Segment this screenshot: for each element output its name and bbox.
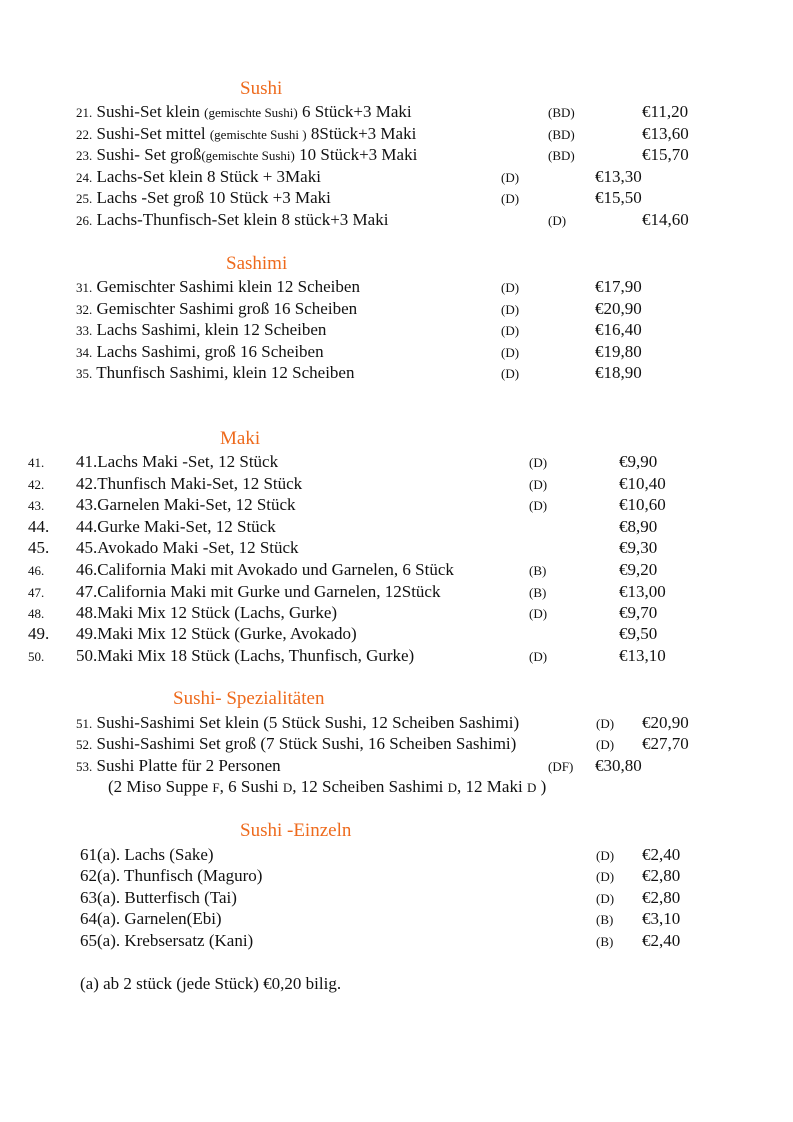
item-price: €10,60 bbox=[619, 495, 666, 514]
allergen-code: (D) bbox=[548, 213, 567, 228]
item-name: Sushi-Sashimi Set groß (7 Stück Sushi, 16 Scheiben Sashimi) bbox=[96, 734, 517, 753]
item-number: 31. bbox=[76, 280, 93, 295]
item-name: Gemischter Sashimi klein 12 Scheiben bbox=[96, 277, 360, 296]
allergen-code: (D) bbox=[501, 323, 520, 338]
allergen-code: (D) bbox=[501, 191, 520, 206]
item-name: 41.Lachs Maki -Set, 12 Stück bbox=[76, 452, 279, 471]
allergen-code: (D) bbox=[596, 869, 615, 884]
item-price: €15,50 bbox=[595, 188, 642, 207]
item-price: €2,80 bbox=[642, 888, 681, 907]
allergen-code: (BD) bbox=[548, 105, 575, 120]
item-rest: 6 Stück+3 Maki bbox=[297, 102, 412, 121]
item-price: €14,60 bbox=[642, 210, 689, 229]
item-name: 47.California Maki mit Gurke und Garnelen, 12Stück bbox=[76, 582, 441, 601]
item-number: 23. bbox=[76, 148, 93, 163]
allergen-code: (D) bbox=[501, 345, 520, 360]
item-price: €30,80 bbox=[595, 756, 642, 775]
item-number: 26. bbox=[76, 213, 93, 228]
allergen-code: (D) bbox=[501, 170, 520, 185]
item-name: Lachs Sashimi, klein 12 Scheiben bbox=[96, 320, 327, 339]
section-title-specials: Sushi- Spezialitäten bbox=[173, 688, 325, 709]
item-price: €13,60 bbox=[642, 124, 689, 143]
item-name: Sushi-Set klein bbox=[96, 102, 205, 121]
item-name: Sushi Platte für 2 Personen bbox=[96, 756, 281, 775]
item-name: 64(a). Garnelen(Ebi) bbox=[80, 909, 222, 928]
item-price: €27,70 bbox=[642, 734, 689, 753]
allergen-code: (D) bbox=[501, 366, 520, 381]
item-name: 65(a). Krebsersatz (Kani) bbox=[80, 931, 254, 950]
item-number: 44. bbox=[28, 517, 50, 536]
item-price: €13,30 bbox=[595, 167, 642, 186]
item-name: 46.California Maki mit Avokado und Garnelen, 6 Stück bbox=[76, 560, 454, 579]
item-price: €9,30 bbox=[619, 538, 658, 557]
item-price: €9,50 bbox=[619, 624, 658, 643]
item-name: Sushi-Sashimi Set klein (5 Stück Sushi, 12 Scheiben Sashimi) bbox=[96, 713, 520, 732]
item-number: 32. bbox=[76, 302, 93, 317]
item-number: 52. bbox=[76, 737, 93, 752]
item-name: 49.Maki Mix 12 Stück (Gurke, Avokado) bbox=[76, 624, 357, 643]
section-title-sashimi: Sashimi bbox=[226, 253, 288, 274]
allergen-code: (B) bbox=[596, 912, 614, 927]
item-name: 62(a). Thunfisch (Maguro) bbox=[80, 866, 263, 885]
section-title-maki: Maki bbox=[220, 428, 261, 449]
item-number: 21. bbox=[76, 105, 93, 120]
allergen-code: (D) bbox=[501, 280, 520, 295]
item-number: 22. bbox=[76, 127, 93, 142]
item-number: 33. bbox=[76, 323, 93, 338]
item-price: €15,70 bbox=[642, 145, 689, 164]
item-number: 46. bbox=[28, 563, 45, 578]
allergen-code: (BD) bbox=[548, 148, 575, 163]
item-number: 51. bbox=[76, 716, 93, 731]
item-price: €18,90 bbox=[595, 363, 642, 382]
item-price: €13,00 bbox=[619, 582, 666, 601]
item-name: Lachs Sashimi, groß 16 Scheiben bbox=[96, 342, 324, 361]
item-note: (gemischte Sushi ) bbox=[209, 127, 307, 142]
item-name: 45.Avokado Maki -Set, 12 Stück bbox=[76, 538, 299, 557]
allergen-code: (D) bbox=[529, 649, 548, 664]
item-price: €8,90 bbox=[619, 517, 658, 536]
item-price: €2,80 bbox=[642, 866, 681, 885]
item-price: €13,10 bbox=[619, 646, 666, 665]
item-price: €10,40 bbox=[619, 474, 666, 493]
allergen-code: (BD) bbox=[548, 127, 575, 142]
allergen-code: (B) bbox=[596, 934, 614, 949]
allergen-code: (DF) bbox=[548, 759, 574, 774]
item-number: 42. bbox=[28, 477, 45, 492]
allergen-code: (B) bbox=[529, 585, 547, 600]
item-number: 41. bbox=[28, 455, 45, 470]
item-name: Lachs-Thunfisch-Set klein 8 stück+3 Maki bbox=[96, 210, 389, 229]
allergen-code: (D) bbox=[501, 302, 520, 317]
item-name: 44.Gurke Maki-Set, 12 Stück bbox=[76, 517, 276, 536]
item-price: €17,90 bbox=[595, 277, 642, 296]
item-price: €20,90 bbox=[595, 299, 642, 318]
item-number: 50. bbox=[28, 649, 45, 664]
allergen-code: (D) bbox=[529, 606, 548, 621]
item-number: 47. bbox=[28, 585, 45, 600]
allergen-code: (D) bbox=[596, 848, 615, 863]
item-price: €9,20 bbox=[619, 560, 658, 579]
item-name: 50.Maki Mix 18 Stück (Lachs, Thunfisch, Gurke) bbox=[76, 646, 415, 665]
allergen-code: (D) bbox=[596, 716, 615, 731]
item-name: Gemischter Sashimi groß 16 Scheiben bbox=[96, 299, 358, 318]
section-title-sushi: Sushi bbox=[240, 78, 283, 99]
item-name: 48.Maki Mix 12 Stück (Lachs, Gurke) bbox=[76, 603, 338, 622]
item-price: €19,80 bbox=[595, 342, 642, 361]
item-name: Thunfisch Sashimi, klein 12 Scheiben bbox=[96, 363, 355, 382]
item-note: (gemischte Sushi) bbox=[204, 105, 298, 120]
item-price: €16,40 bbox=[595, 320, 642, 339]
item-number: 49. bbox=[28, 624, 50, 643]
item-number: 24. bbox=[76, 170, 93, 185]
item-name: Sushi-Set mittel bbox=[96, 124, 210, 143]
item-rest: 10 Stück+3 Maki bbox=[294, 145, 418, 164]
item-name: Lachs-Set klein 8 Stück + 3Maki bbox=[96, 167, 321, 186]
section-title-single: Sushi -Einzeln bbox=[240, 820, 352, 841]
item-price: €2,40 bbox=[642, 845, 681, 864]
allergen-code: (D) bbox=[596, 737, 615, 752]
item-name: 42.Thunfisch Maki-Set, 12 Stück bbox=[76, 474, 303, 493]
footnote: (a) ab 2 stück (jede Stück) €0,20 bilig. bbox=[80, 974, 342, 993]
platter-detail: (2 Miso Suppe F, 6 Sushi D, 12 Scheiben Sashimi D, 12 Maki D ) bbox=[108, 777, 547, 796]
allergen-code: (B) bbox=[529, 563, 547, 578]
allergen-code: (D) bbox=[596, 891, 615, 906]
item-rest: 8Stück+3 Maki bbox=[306, 124, 417, 143]
item-price: €9,70 bbox=[619, 603, 658, 622]
item-name: Lachs -Set groß 10 Stück +3 Maki bbox=[96, 188, 331, 207]
item-price: €20,90 bbox=[642, 713, 689, 732]
item-number: 53. bbox=[76, 759, 93, 774]
item-number: 35. bbox=[76, 366, 93, 381]
item-number: 34. bbox=[76, 345, 93, 360]
item-number: 48. bbox=[28, 606, 45, 621]
item-name: 63(a). Butterfisch (Tai) bbox=[80, 888, 237, 907]
item-number: 45. bbox=[28, 538, 50, 557]
item-price: €2,40 bbox=[642, 931, 681, 950]
allergen-code: (D) bbox=[529, 498, 548, 513]
allergen-code: (D) bbox=[529, 455, 548, 470]
item-name: Sushi- Set groß bbox=[96, 145, 202, 164]
item-number: 25. bbox=[76, 191, 93, 206]
item-price: €3,10 bbox=[642, 909, 681, 928]
item-name: 43.Garnelen Maki-Set, 12 Stück bbox=[76, 495, 296, 514]
item-price: €9,90 bbox=[619, 452, 658, 471]
allergen-code: (D) bbox=[529, 477, 548, 492]
item-note: (gemischte Sushi) bbox=[201, 148, 295, 163]
item-number: 43. bbox=[28, 498, 45, 513]
item-price: €11,20 bbox=[642, 102, 689, 121]
item-name: 61(a). Lachs (Sake) bbox=[80, 845, 214, 864]
